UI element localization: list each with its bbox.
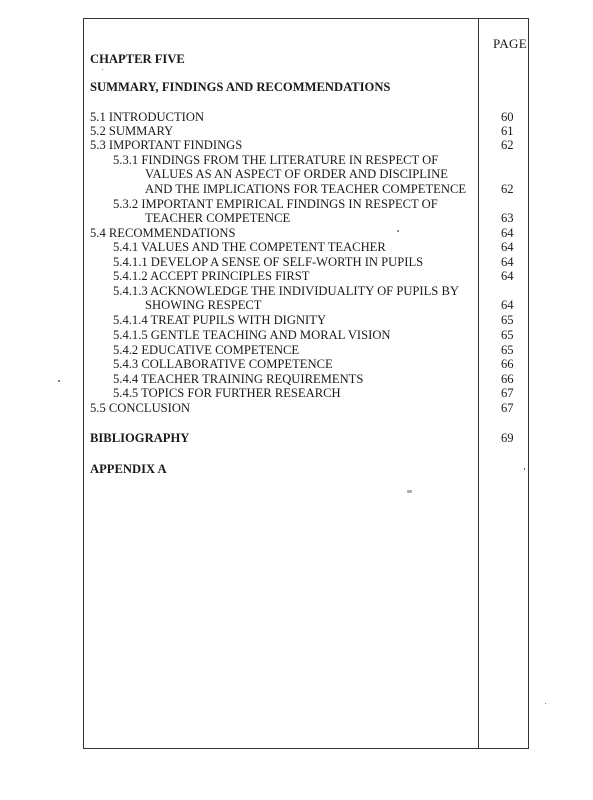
- toc-entry: 5.3.1 FINDINGS FROM THE LITERATURE IN RESPECT OF: [113, 153, 439, 167]
- toc-entry: 5.4.5 TOPICS FOR FURTHER RESEARCH: [113, 386, 341, 400]
- toc-page-number: 64: [501, 240, 514, 254]
- toc-page-number: 67: [501, 386, 514, 400]
- toc-page-number: 62: [501, 138, 514, 152]
- scan-speck: [102, 69, 103, 70]
- toc-entry: 5.4.1.5 GENTLE TEACHING AND MORAL VISION: [113, 328, 391, 342]
- bibliography-heading: BIBLIOGRAPHY: [90, 431, 190, 445]
- toc-page-number: 65: [501, 313, 514, 327]
- toc-entry: 5.4.1.3 ACKNOWLEDGE THE INDIVIDUALITY OF PUPILS BY: [113, 284, 459, 298]
- toc-entry: 5.4.4 TEACHER TRAINING REQUIREMENTS: [113, 372, 364, 386]
- toc-page-number: 63: [501, 211, 514, 225]
- toc-entry: 5.5 CONCLUSION: [90, 401, 191, 415]
- toc-page-number: 66: [501, 357, 514, 371]
- scan-speck: [407, 490, 412, 493]
- toc-page-number: 65: [501, 343, 514, 357]
- toc-entry: 5.4.2 EDUCATIVE COMPETENCE: [113, 343, 300, 357]
- toc-page-number: 69: [501, 431, 514, 445]
- scan-speck: [524, 468, 525, 470]
- toc-entry-continuation: VALUES AS AN ASPECT OF ORDER AND DISCIPLINE: [145, 167, 448, 181]
- scan-speck: [545, 703, 546, 704]
- scan-speck: [58, 380, 60, 382]
- toc-page-number: 65: [501, 328, 514, 342]
- chapter-heading: CHAPTER FIVE: [90, 52, 185, 66]
- toc-page-number: 64: [501, 269, 514, 283]
- toc-page-number: 64: [501, 226, 514, 240]
- toc-entry: 5.1 INTRODUCTION: [90, 110, 205, 124]
- toc-entry: 5.2 SUMMARY: [90, 124, 174, 138]
- toc-page-number: 62: [501, 182, 514, 196]
- toc-page-number: 64: [501, 298, 514, 312]
- toc-page-number: 67: [501, 401, 514, 415]
- page-column-heading: PAGE: [493, 36, 527, 51]
- toc-entry: 5.4.1 VALUES AND THE COMPETENT TEACHER: [113, 240, 386, 254]
- toc-entry: 5.4.1.2 ACCEPT PRINCIPLES FIRST: [113, 269, 310, 283]
- appendix-heading: APPENDIX A: [90, 462, 167, 476]
- toc-page-number: 60: [501, 110, 514, 124]
- toc-page-number: 66: [501, 372, 514, 386]
- toc-entry-continuation: AND THE IMPLICATIONS FOR TEACHER COMPETENCE: [145, 182, 467, 196]
- toc-page-number: 61: [501, 124, 514, 138]
- scan-speck: [397, 230, 399, 232]
- toc-page-number: 64: [501, 255, 514, 269]
- toc-entry: 5.3 IMPORTANT FINDINGS: [90, 138, 243, 152]
- toc-entry: 5.3.2 IMPORTANT EMPIRICAL FINDINGS IN RESPECT OF: [113, 197, 438, 211]
- toc-entry: 5.4.1.4 TREAT PUPILS WITH DIGNITY: [113, 313, 327, 327]
- page-column-divider: [478, 18, 479, 749]
- toc-entry-continuation: TEACHER COMPETENCE: [145, 211, 291, 225]
- chapter-title: SUMMARY, FINDINGS AND RECOMMENDATIONS: [90, 80, 391, 94]
- toc-entry: 5.4.1.1 DEVELOP A SENSE OF SELF-WORTH IN PUPILS: [113, 255, 424, 269]
- toc-entry-continuation: SHOWING RESPECT: [145, 298, 262, 312]
- toc-entry: 5.4.3 COLLABORATIVE COMPETENCE: [113, 357, 333, 371]
- toc-entry: 5.4 RECOMMENDATIONS: [90, 226, 236, 240]
